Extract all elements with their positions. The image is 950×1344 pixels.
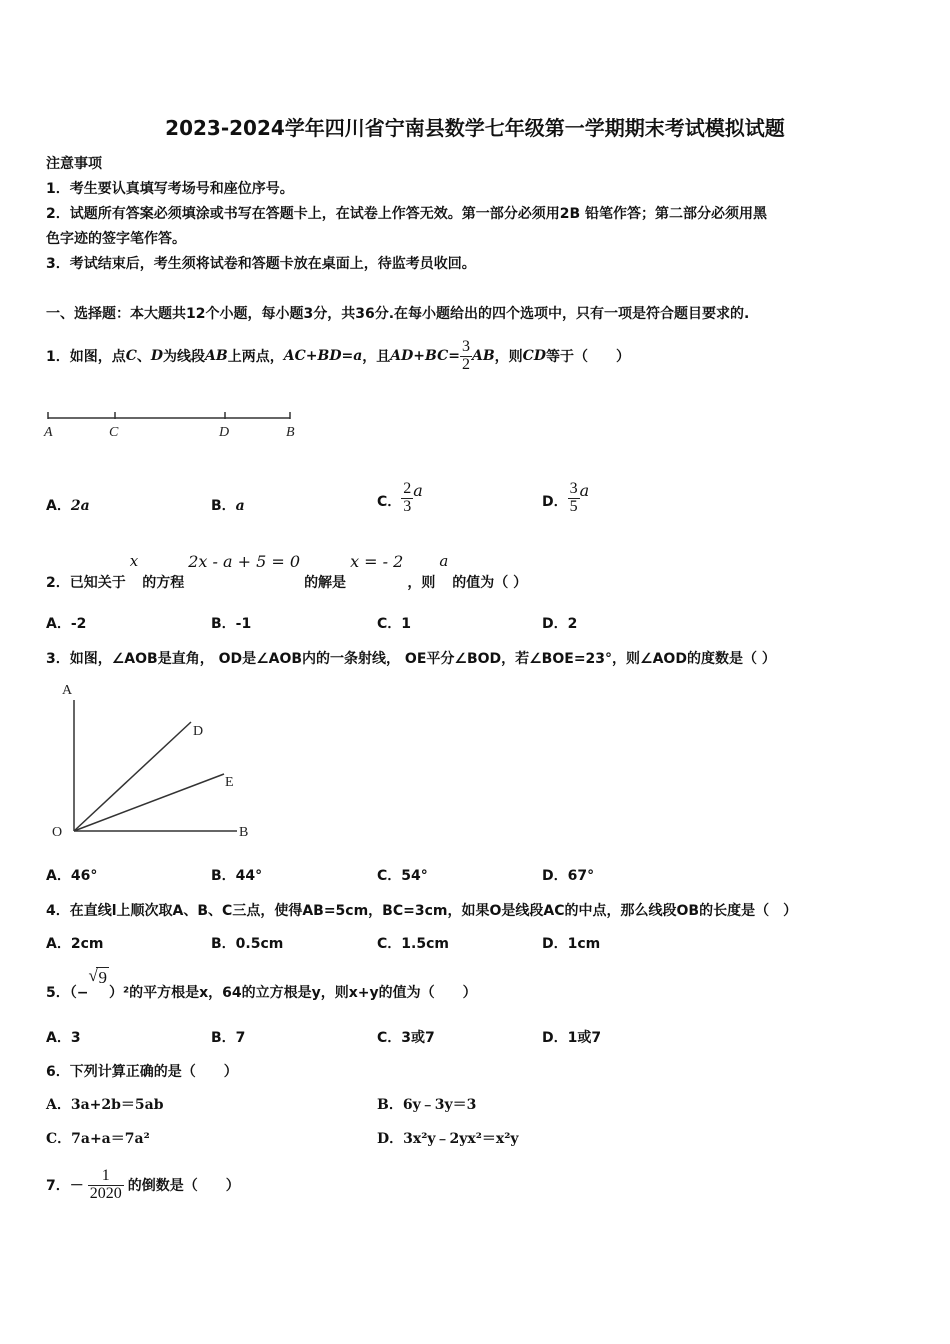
q5-option-c[interactable]: C．3或7 — [377, 1030, 435, 1046]
label-d: D — [219, 425, 230, 440]
q2-option-d[interactable]: D．2 — [542, 616, 578, 632]
notice-item-1: 1．考生要认真填写考场号和座位序号。 — [46, 181, 294, 197]
notice-item-2-cont: 色字迹的签字笔作答。 — [46, 231, 186, 247]
ray-od — [74, 722, 191, 831]
question-6-stem: 6．下列计算正确的是（ ） — [46, 1064, 238, 1080]
question-4-stem: 4．在直线l上顺次取A、B、C三点，使得AB=5cm，BC=3cm，如果O是线段AC的中点，那么线段OB的长度是（ ） — [46, 903, 798, 919]
q6-option-b[interactable]: B．6y﹣3y＝3 — [377, 1097, 477, 1113]
q5-option-a[interactable]: A．3 — [46, 1030, 81, 1046]
ray-oe — [74, 774, 224, 831]
label-b: B — [239, 825, 249, 840]
label-a: A — [44, 425, 53, 440]
q2-option-c[interactable]: C．1 — [377, 616, 412, 632]
q2-option-a[interactable]: A．-2 — [46, 616, 87, 632]
notice-item-3: 3．考试结束后，考生须将试卷和答题卡放在桌面上，待监考员收回。 — [46, 256, 476, 272]
question-7-stem: 7．－ $\frac{1}{2020}$ 的倒数是（ ） — [46, 1166, 240, 1202]
q6-option-c[interactable]: C．7a+a＝7a² — [46, 1131, 150, 1147]
q5-option-d[interactable]: D．1或7 — [542, 1030, 602, 1046]
label-b: B — [286, 425, 295, 440]
q3-option-b[interactable]: B．44° — [211, 868, 263, 884]
fraction-2-3: $\frac{2}{3}$ — [403, 480, 412, 516]
label-a: A — [62, 683, 73, 698]
q1-option-c[interactable]: C． $\frac{2}{3}$ a — [377, 480, 423, 516]
sqrt-9: √ 9 — [88, 966, 107, 987]
fraction-3-2: $\frac{3}{2}$ — [461, 337, 470, 373]
label-e: E — [225, 775, 234, 790]
q1-option-d[interactable]: D． $\frac{3}{5}$ a — [542, 480, 590, 516]
question-2-stem: 2．已知关于 x 的方程 2x - a + 5 = 0 的解是 x = - 2 ，则 a 的值为（ ） — [46, 552, 528, 591]
question-1-stem: 1．如图，点 C 、 D 为线段 AB 上两点， AC+BD=a ，且 AD+BC= $\frac{3}{2}$ AB ，则 CD 等于（ ） — [46, 337, 630, 373]
question-3-stem: 3．如图，∠AOB是直角， OD是∠AOB内的一条射线， OE平分∠BOD，若∠BOE=23°，则∠AOD的度数是（ ） — [46, 651, 776, 667]
q4-option-d[interactable]: D．1cm — [542, 936, 601, 952]
segment-figure — [40, 405, 310, 441]
notice-heading: 注意事项 — [46, 156, 102, 172]
q3-option-c[interactable]: C．54° — [377, 868, 428, 884]
q3-option-a[interactable]: A．46° — [46, 868, 98, 884]
page-title: 2023-2024学年四川省宁南县数学七年级第一学期期末考试模拟试题 — [165, 116, 785, 140]
q3-option-d[interactable]: D．67° — [542, 868, 595, 884]
fraction-1-2020: $\frac{1}{2020}$ — [89, 1166, 122, 1202]
label-c: C — [109, 425, 119, 440]
label-d: D — [193, 724, 204, 739]
q4-option-c[interactable]: C．1.5cm — [377, 936, 449, 952]
q6-option-d[interactable]: D．3x²y﹣2yx²＝x²y — [377, 1131, 519, 1147]
question-5-stem: 5．（− √ 9 ）²的平方根是x，64的立方根是y，则x+y的值为（ ） — [46, 966, 477, 1001]
q2-option-b[interactable]: B．-1 — [211, 616, 252, 632]
q4-option-b[interactable]: B．0.5cm — [211, 936, 284, 952]
q1-option-a[interactable]: A．2a — [46, 498, 90, 514]
q6-option-a[interactable]: A．3a+2b＝5ab — [46, 1097, 164, 1113]
q5-option-b[interactable]: B．7 — [211, 1030, 246, 1046]
angle-figure — [40, 678, 270, 848]
q4-option-a[interactable]: A．2cm — [46, 936, 104, 952]
radical-sign: √ — [88, 966, 98, 985]
section-heading: 一、选择题：本大题共12个小题，每小题3分，共36分.在每小题给出的四个选项中，只有一项是符合题目要求的. — [46, 306, 750, 322]
notice-item-2: 2．试题所有答案必须填涂或书写在答题卡上，在试卷上作答无效。第一部分必须用2B 铅笔作答；第二部分必须用黑 — [46, 206, 768, 222]
label-o: O — [52, 825, 63, 840]
fraction-3-5: $\frac{3}{5}$ — [569, 480, 578, 516]
q1-option-b[interactable]: B．a — [211, 498, 245, 514]
